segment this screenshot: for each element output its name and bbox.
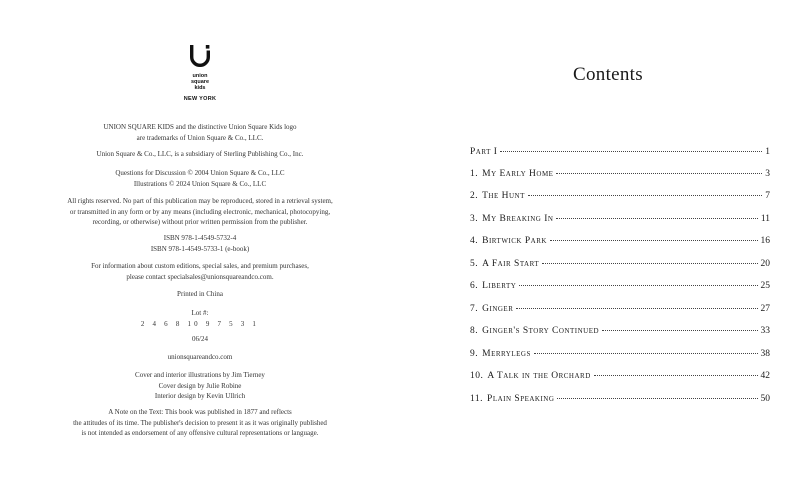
union-square-logo-icon [188,44,212,70]
toc-entry[interactable] [470,191,770,201]
lot-label: Lot #: [191,309,209,317]
toc-page-number: 3 [765,169,770,179]
toc-entry-title: My Early Home [482,169,554,179]
website-line: unionsquareandco.com [167,353,233,361]
toc-entry[interactable] [470,281,770,291]
isbn-line: ISBN 978-1-4549-5732-4 [163,234,237,242]
toc-chapter-number: 5. [470,259,479,269]
note-on-text [40,407,360,439]
printed-line: Printed in China [177,290,223,298]
toc-page-number: 38 [760,349,770,359]
toc-entry-label [470,304,513,314]
trademark-line: are trademarks of Union Square & Co., LLC. [136,133,264,142]
publisher-logo [175,44,225,102]
toc-page-number: 27 [760,304,770,314]
toc-leader [594,375,758,376]
toc-leader [602,330,757,331]
copyright-line: Questions for Discussion © 2004 Union Square & Co., LLC [115,169,285,177]
contents-page [405,0,810,479]
info-line: please contact specialsales@unionsquareandco.com. [126,272,274,281]
rights-line: All rights reserved. No part of this publication may be reproduced, stored in a retrieval system, [67,197,333,205]
toc-entry-title: Merrylegs [482,349,531,359]
toc-leader [516,308,757,309]
toc-leader [542,263,757,264]
toc-entry[interactable] [470,147,770,157]
toc-chapter-number: 9. [470,349,479,359]
credit-line: Cover design by Julie Robine [158,381,242,390]
lot-digits: 2 4 6 8 10 9 7 5 3 1 [140,319,260,328]
toc-chapter-number: 3. [470,214,479,224]
credit-line: Interior design by Kevin Ullrich [154,392,246,400]
toc-chapter-number: 11. [470,394,484,404]
lot-number [40,308,360,329]
copyright-line: Illustrations © 2024 Union Square & Co., LLC [133,179,267,188]
rights-notice [40,196,360,228]
toc-page-number: 20 [760,259,770,269]
copyright-notices [40,168,360,189]
isbn-line: ISBN 978-1-4549-5733-1 (e-book) [150,244,250,253]
toc-entry-title: Ginger [482,304,514,314]
toc-leader [519,285,757,286]
toc-entry[interactable] [470,236,770,246]
toc-page-number: 33 [760,326,770,336]
toc-chapter-number: 1. [470,169,479,179]
toc-page-number: 1 [765,147,770,157]
toc-leader [528,195,762,196]
toc-chapter-number: 10. [470,371,484,381]
contents-title: Contents [573,64,643,85]
toc-chapter-number: 4. [470,236,479,246]
toc-leader [500,151,762,152]
logo-word-union: union [192,73,208,79]
toc-entry-label [470,281,516,291]
toc-entry-title: My Breaking In [482,214,554,224]
toc-entry-title: Birtwick Park [482,236,547,246]
toc-leader [556,218,757,219]
toc-entry-label [470,349,531,359]
toc-entry[interactable] [470,326,770,336]
toc-chapter-number: 2. [470,191,479,201]
toc-page-number: 50 [760,394,770,404]
toc-entry-title: Liberty [482,281,517,291]
rights-line: or transmitted in any form or by any means (including electronic, mechanical, photocopying, [69,207,331,216]
toc-entry-label [470,214,553,224]
logo-word-square: square [190,79,210,85]
printed-in [40,289,360,300]
toc-entry-title: Part I [470,147,498,157]
toc-entry[interactable] [470,259,770,269]
toc-entry-label [470,236,547,246]
note-line: the attitudes of its time. The publisher's decision to present it as it was originally published [73,418,327,427]
logo-word-kids: kids [194,85,206,91]
toc-entry-label [470,191,525,201]
isbn-block [40,233,360,254]
rights-line: recording, or otherwise) without prior written permission from the publisher. [92,218,308,226]
toc-entry-title: A Talk in the Orchard [487,371,591,381]
toc-page-number: 11 [760,214,770,224]
subsidiary-notice [40,149,360,160]
toc-chapter-number: 6. [470,281,479,291]
toc-page-number: 7 [765,191,770,201]
toc-entry[interactable] [470,371,770,381]
toc-entry[interactable] [470,394,770,404]
toc-chapter-number: 8. [470,326,479,336]
design-credits [40,370,360,402]
toc-entry-title: The Hunt [482,191,525,201]
trademark-notice [40,122,360,143]
toc-leader [550,240,758,241]
toc-entry-title: Plain Speaking [487,394,555,404]
toc-entry-label [470,259,539,269]
logo-city: NEW YORK [183,96,217,102]
toc-leader [534,353,758,354]
toc-page-number: 25 [760,281,770,291]
toc-entry[interactable] [470,214,770,224]
date-line: 06/24 [192,335,208,343]
info-line: For information about custom editions, special sales, and premium purchases, [91,262,309,270]
toc-leader [556,173,762,174]
toc-entry-label [470,169,553,179]
website [40,352,360,363]
note-line: is not intended as endorsement of any offensive cultural representations or language. [81,429,319,437]
toc-entry[interactable] [470,169,770,179]
toc-leader [557,398,757,399]
toc-entry-title: Ginger's Story Continued [482,326,600,336]
special-sales-info [40,261,360,282]
toc-entry-label [470,371,591,381]
toc-entry[interactable] [470,304,770,314]
toc-entry-title: A Fair Start [482,259,540,269]
toc-page-number: 16 [760,236,770,246]
toc-entry[interactable] [470,349,770,359]
subsidiary-line: Union Square & Co., LLC, is a subsidiary of Sterling Publishing Co., Inc. [96,150,304,158]
note-line: A Note on the Text: This book was published in 1877 and reflects [108,408,292,416]
toc-chapter-number: 7. [470,304,479,314]
toc-page-number: 42 [760,371,770,381]
print-date [40,334,360,345]
credit-line: Cover and interior illustrations by Jim Tierney [135,371,265,379]
trademark-line: UNION SQUARE KIDS and the distinctive Union Square Kids logo [103,123,297,131]
toc-entry-label [470,394,554,404]
toc-entry-label [470,326,599,336]
